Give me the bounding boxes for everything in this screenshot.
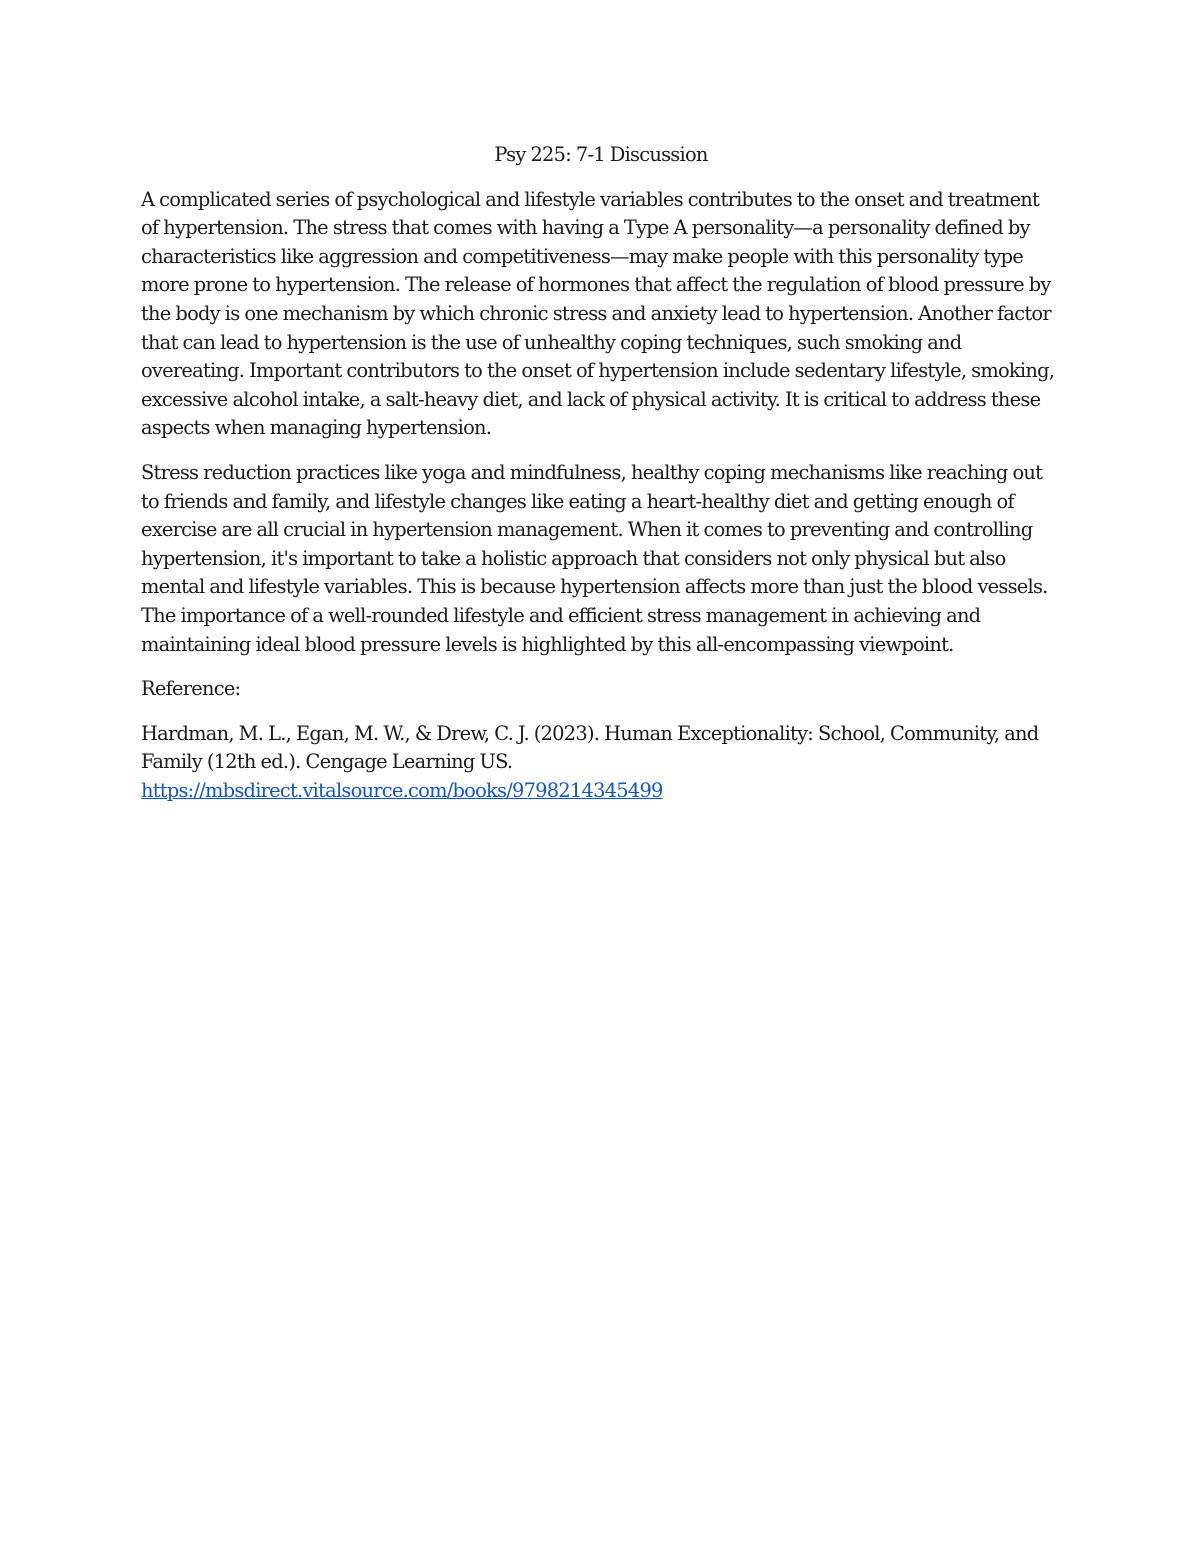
reference-entry [141, 720, 1061, 806]
body-paragraph-1: A complicated series of psychological and lifestyle variables contributes to the onset and treatment of hypertension. The stress that comes with having a Type A personality—a personality defined by characteristics like aggression and competitiveness—may make people with this personality type more prone to hypertension. The release of hormones that affect the regulation of blood pressure by the body is one mechanism by which chronic stress and anxiety lead to hypertension. Another factor that can lead to hypertension is the use of unhealthy coping techniques, such smoking and overeating. Important contributors to the onset of hypertension include sedentary lifestyle, smoking, excessive alcohol intake, a salt-heavy diet, and lack of physical activity. It is critical to address these aspects when managing hypertension. [141, 187, 1055, 440]
body-paragraph-2: Stress reduction practices like yoga and mindfulness, healthy coping mechanisms like reaching out to friends and family, and lifestyle changes like eating a heart-healthy diet and getting enough of exercise are all crucial in hypertension management. When it comes to preventing and controlling hypertension, it's important to take a holistic approach that considers not only physical but also mental and lifestyle variables. This is because hypertension affects more than just the blood vessels. The importance of a well-rounded lifestyle and efficient stress management in achieving and maintaining ideal blood pressure levels is highlighted by this all-encompassing viewpoint. [141, 460, 1048, 656]
document-title: Psy 225: 7-1 Discussion [494, 143, 708, 166]
reference-link[interactable]: https://mbsdirect.vitalsource.com/books/9798214345499 [141, 778, 663, 802]
reference-heading: Reference: [141, 677, 241, 701]
reference-citation: Hardman, M. L., Egan, M. W., & Drew, C. J. (2023). Human Exceptionality: School, Community, and Family (12th ed.). Cengage Learning US. [141, 721, 1039, 774]
document-body [141, 141, 1061, 805]
